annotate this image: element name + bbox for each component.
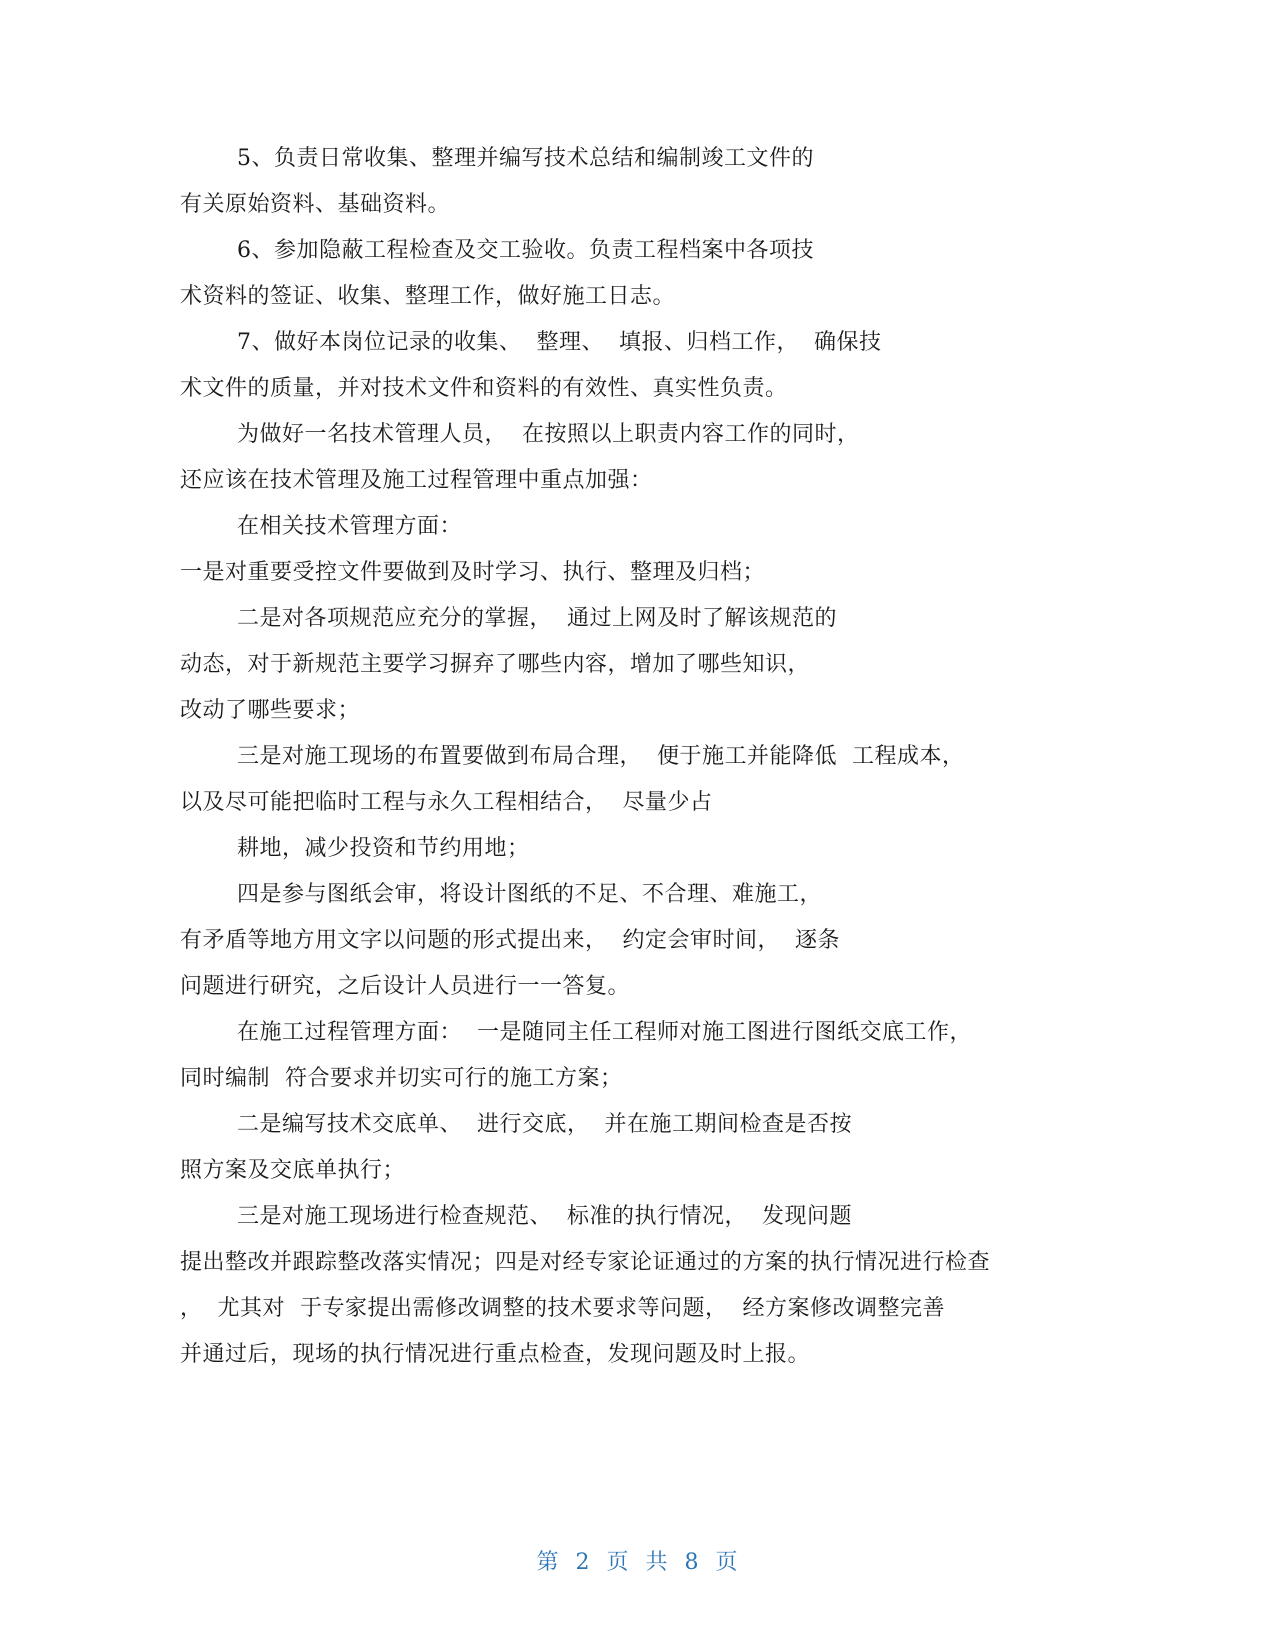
paragraph-line: 有关原始资料、基础资料。 [180,192,451,217]
paragraph-line: 三是对施工现场的布置要做到布局合理， 便于施工并能降低 工程成本， [237,744,965,769]
paragraph-line: 6、参加隐蔽工程检查及交工验收。负责工程档案中各项技 [237,238,814,263]
paragraph-line: 提出整改并跟踪整改落实情况；四是对经专家论证通过的方案的执行情况进行检查 [180,1250,991,1275]
paragraph-line: 为做好一名技术管理人员， 在按照以上职责内容工作的同时， [237,422,860,447]
paragraph-line: 5、负责日常收集、整理并编写技术总结和编制竣工文件的 [237,146,814,171]
paragraph-line: ， 尤其对 于专家提出需修改调整的技术要求等问题， 经方案修改调整完善 [180,1296,945,1321]
paragraph-line: 术文件的质量，并对技术文件和资料的有效性、真实性负责。 [180,376,788,401]
paragraph-line: 照方案及交底单执行； [180,1158,406,1183]
paragraph-line: 问题进行研究，之后设计人员进行一一答复。 [180,974,631,999]
paragraph-line: 二是编写技术交底单、 进行交底， 并在施工期间检查是否按 [237,1112,852,1137]
paragraph-line: 以及尽可能把临时工程与永久工程相结合， 尽量少占 [180,790,713,815]
paragraph-line: 有矛盾等地方用文字以问题的形式提出来， 约定会审时间， 逐条 [180,928,840,953]
paragraph-line: 在施工过程管理方面： 一是随同主任工程师对施工图进行图纸交底工作， [237,1020,972,1045]
paragraph-line: 同时编制 符合要求并切实可行的施工方案； [180,1066,623,1091]
paragraph-line: 在相关技术管理方面： [237,514,463,539]
paragraph-line: 改动了哪些要求； [180,698,361,723]
paragraph-line: 7、做好本岗位记录的收集、 整理、 填报、归档工作， 确保技 [237,330,882,355]
paragraph-line: 二是对各项规范应充分的掌握， 通过上网及时了解该规范的 [237,606,837,631]
paragraph-line: 动态，对于新规范主要学习摒弃了哪些内容，增加了哪些知识， [180,652,811,677]
page-number-footer: 第 2 页 共 8 页 [536,1550,739,1575]
paragraph-line: 耕地，减少投资和节约用地； [237,836,530,861]
paragraph-line: 三是对施工现场进行检查规范、 标准的执行情况， 发现问题 [237,1204,852,1229]
paragraph-line: 并通过后，现场的执行情况进行重点检查，发现问题及时上报。 [180,1342,811,1367]
paragraph-line: 一是对重要受控文件要做到及时学习、执行、整理及归档； [180,560,766,585]
paragraph-line: 还应该在技术管理及施工过程管理中重点加强： [180,468,653,493]
paragraph-line: 术资料的签证、收集、整理工作，做好施工日志。 [180,284,676,309]
paragraph-line: 四是参与图纸会审，将设计图纸的不足、不合理、难施工， [237,882,823,907]
